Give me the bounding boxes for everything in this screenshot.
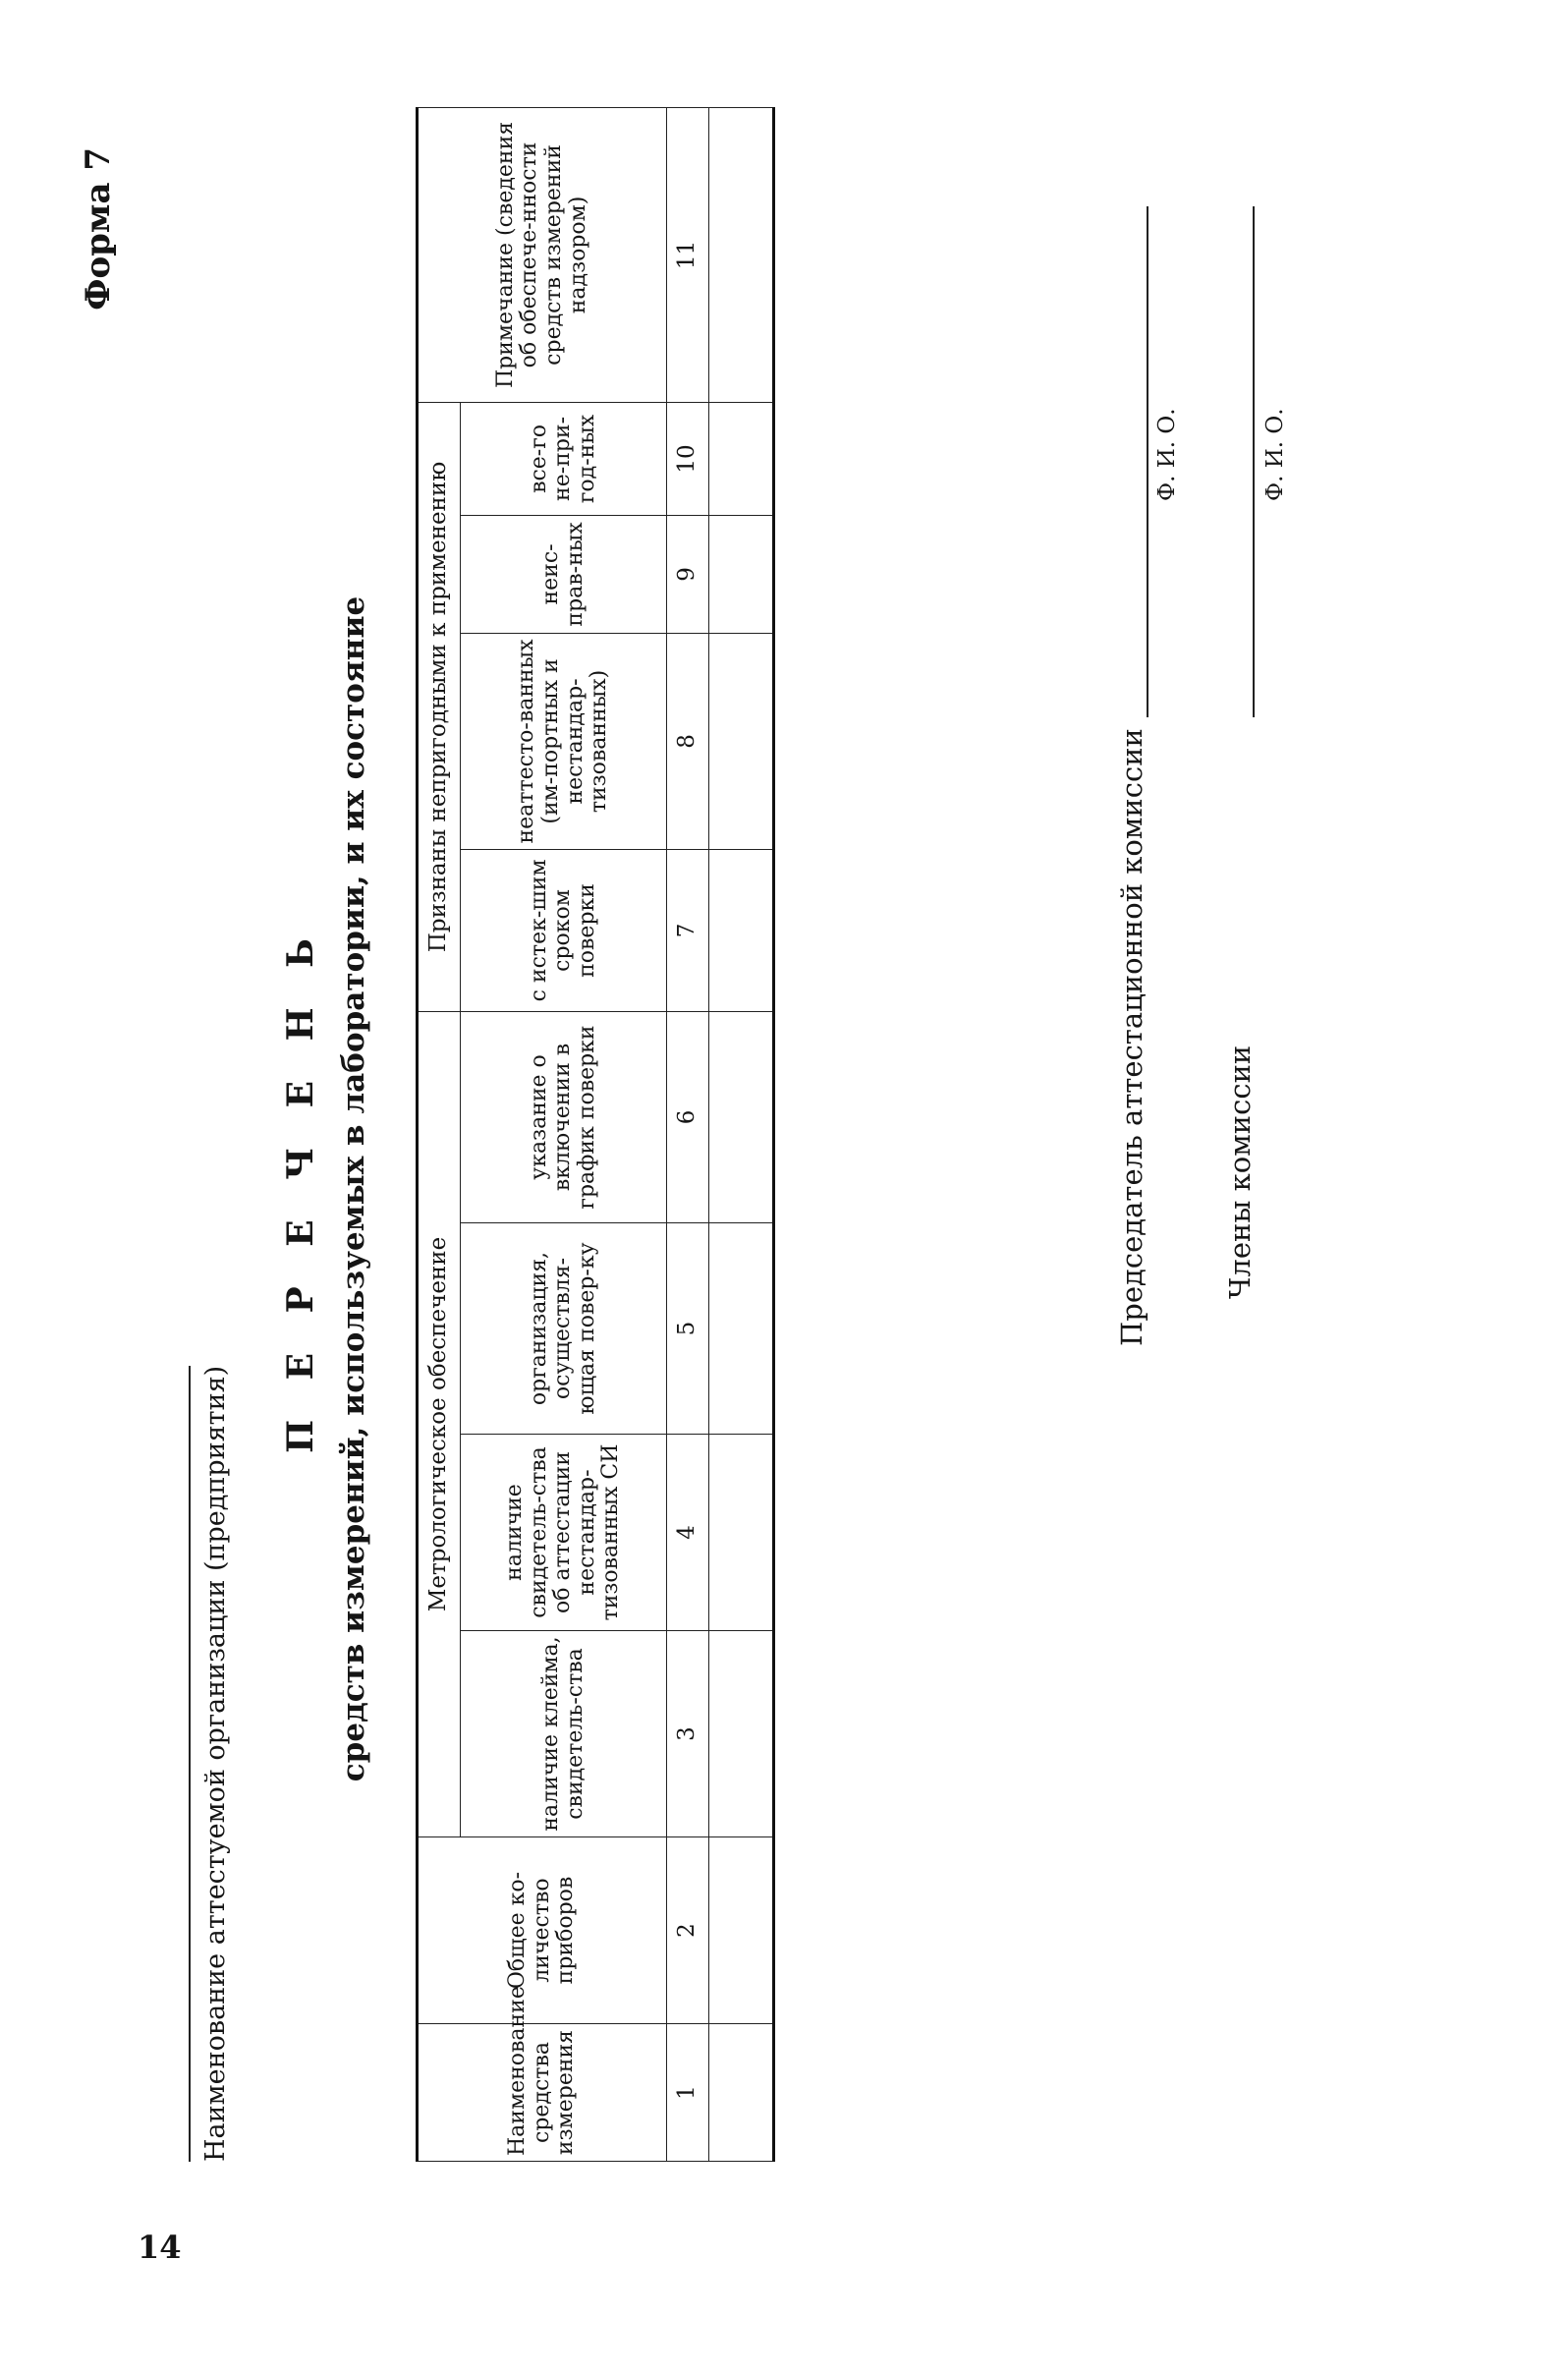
chairman-signature-row <box>1093 108 1192 1346</box>
document-title: П Е Р Е Ч Е Н Ь <box>280 925 321 1453</box>
header-verification-schedule: указание о включении в график поверки <box>461 1011 667 1222</box>
chairman-label: Председатель аттестационной комиссии <box>1115 728 1148 1346</box>
column-number: 10 <box>667 402 709 515</box>
members-label: Члены комиссии <box>1223 1045 1257 1299</box>
chairman-fio-caption: Ф. И. О. <box>1154 408 1180 501</box>
column-number: 7 <box>667 849 709 1011</box>
table-cell[interactable] <box>709 107 774 402</box>
signature-block <box>1093 108 1290 1346</box>
table-cell[interactable] <box>709 402 774 515</box>
header-group-metrology: Метрологическое обеспечение <box>418 1011 461 1836</box>
table-row <box>709 107 774 2161</box>
organization-label: Наименование аттестуемой организации (предприятия) <box>189 1366 231 2162</box>
table-cell[interactable] <box>709 1011 774 1222</box>
organization-field <box>189 1366 231 2162</box>
column-number: 3 <box>667 1631 709 1837</box>
header-uncertified: неаттесто-ванных (им-портных и нестандар-тизованных) <box>461 633 667 849</box>
column-number: 6 <box>667 1011 709 1222</box>
column-number: 9 <box>667 515 709 633</box>
table-cell[interactable] <box>709 1631 774 1837</box>
rotated-page-content <box>79 88 1474 2289</box>
table-cell[interactable] <box>709 633 774 849</box>
document-subtitle: средств измерений, используемых в лаборатории, и их состояние <box>336 595 371 1782</box>
table-cell[interactable] <box>709 1435 774 1631</box>
header-total-unfit: все-го не-при-год-ных <box>461 402 667 515</box>
instruments-table <box>416 108 775 2162</box>
form-label: Форма 7 <box>79 147 118 311</box>
header-stamp-certificate: наличие клейма, свидетель-ства <box>461 1631 667 1837</box>
header-faulty: неис-прав-ных <box>461 515 667 633</box>
header-certification-nonstandard: наличие свидетель-ства об аттестации нестандар-тизованных СИ <box>461 1435 667 1631</box>
header-expired-verification: с истек-шим сроком поверки <box>461 849 667 1011</box>
chairman-signature-line[interactable] <box>1147 206 1148 717</box>
table-cell[interactable] <box>709 1223 774 1435</box>
header-note: Примечание (сведения об обеспече-нности средств измерений надзором) <box>418 107 667 402</box>
table-cell[interactable] <box>709 1837 774 2024</box>
members-signature-line[interactable] <box>1253 206 1255 717</box>
column-number: 11 <box>667 107 709 402</box>
page-number: 14 <box>138 2229 182 2266</box>
header-instrument-name: Наименование средства измерения <box>418 2024 667 2162</box>
table-cell[interactable] <box>709 515 774 633</box>
table-cell[interactable] <box>709 2024 774 2162</box>
header-verifying-organization: организация, осуществля-ющая повер-ку <box>461 1223 667 1435</box>
column-number: 4 <box>667 1435 709 1631</box>
column-number: 2 <box>667 1837 709 2024</box>
column-number: 8 <box>667 633 709 849</box>
table-cell[interactable] <box>709 849 774 1011</box>
header-group-unfit: Признаны непригодными к применению <box>418 402 461 1011</box>
header-total-count: Общее ко-личество приборов <box>418 1837 667 2024</box>
members-fio-caption: Ф. И. О. <box>1262 408 1288 501</box>
column-number: 1 <box>667 2024 709 2162</box>
column-number: 5 <box>667 1223 709 1435</box>
members-signature-row <box>1192 108 1290 1346</box>
